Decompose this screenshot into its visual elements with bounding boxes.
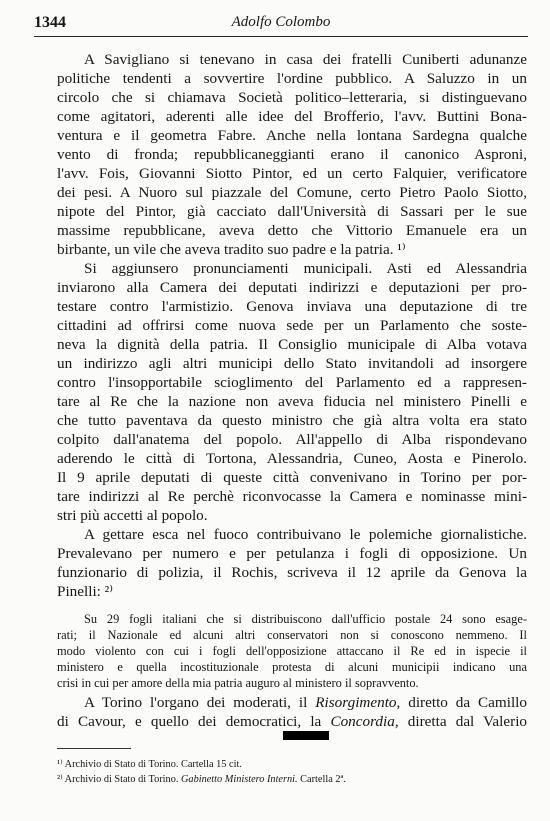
footnote-text: Archivio di Stato di Torino. Cartella 15 cit. (64, 759, 242, 770)
closing-text: , diretta dal Valerio (394, 713, 528, 730)
text-line: Si aggiunsero pronunciamenti municipali. Asti ed Alessandria (84, 260, 527, 277)
footnote-1 (57, 758, 242, 771)
quote-line: rati; il Nazionale ed alcuni altri conservatori non si conoscono nemmeno. Il (57, 628, 527, 642)
footnote-text: Cartella 2ª. (297, 774, 346, 785)
text-line: A gettare esca nel fuoco contribuivano le polemiche giornalistiche. (84, 526, 527, 543)
footnote-marker: ¹⁾ (57, 759, 63, 770)
text-line: come agitatori, aderenti alle idee del Brofferio, l'avv. Buttini Bona- (57, 108, 527, 125)
text-line: Pinelli: ²⁾ (57, 583, 113, 600)
text-line: dei pesi. A Nuoro sul piazzale del Comune, certo Pietro Paolo Siotto, (57, 184, 527, 201)
text-line: neva la dignità della patria. Il Consiglio municipale di Alba votava (57, 336, 527, 353)
running-head: Adolfo Colombo (231, 14, 331, 30)
text-line: politiche tendenti a sovvertire l'ordine pubblico. A Saluzzo in un (57, 70, 527, 87)
footnote-2 (57, 773, 346, 786)
text-line: testare contro l'armistizio. Genova inviava una deputazione di tre (57, 298, 527, 315)
text-line: che tutto paventava da questo ministro che già altra volta era stato (57, 412, 527, 429)
text-line: A Savigliano si tenevano in casa dei fratelli Cuniberti adunanze (84, 51, 527, 68)
text-line: stri più accetti al popolo. (57, 507, 208, 524)
footnote-text: Archivio di Stato di Torino. (64, 774, 181, 785)
text-line: ventura e il geometra Fabre. Anche nella lontana Sardegna qualche (57, 127, 527, 144)
text-line: Prevalevano per numero e per petulanza i fogli di opposizione. Un (57, 545, 527, 562)
footnote-marker: ²⁾ (57, 774, 63, 785)
quote-line: modo violento con cui i fogli dell'opposizione attaccano il Re ed in ispecie il (57, 644, 527, 658)
redaction-bar (283, 731, 329, 740)
text-line: tare indirizzi al Re perchè riconvocasse la Camera e nominasse mini- (57, 488, 527, 505)
text-line: inviarono alla Camera dei deputati indirizzi e deputazioni per pro- (57, 279, 527, 296)
footnote-italic: Gabinetto Ministero Interni. (181, 774, 298, 785)
text-line: funzionario di polizia, il Rochis, scriveva il 12 aprile da Genova la (57, 564, 527, 581)
text-line: cittadini ad offrirsi come nuova sede per un Parlamento che soste- (57, 317, 527, 334)
quote-line: ministero e quella incostituzionale protesta di alcuni municipii indicano una (57, 660, 527, 674)
closing-line-1 (84, 694, 527, 712)
header-rule (34, 36, 528, 37)
page-number: 1344 (34, 14, 66, 31)
text-line: nipote del Pintor, già cacciato dall'Università di Sassari per le sue (57, 203, 527, 220)
closing-text: A Torino l'organo dei moderati, il (84, 694, 316, 711)
closing-text: di Cavour, e quello dei democratici, la (57, 713, 331, 730)
newspaper-title: Risorgimento (315, 694, 397, 711)
text-line: birbante, un vile che aveva tradito suo padre e la patria. ¹⁾ (57, 241, 406, 258)
closing-text: , diretto da Camillo (396, 694, 527, 711)
text-line: Il 9 aprile deputati di queste città convenivano in Torino per por- (57, 469, 527, 486)
text-line: un indirizzo agli altri municipi dello Stato invitandoli ad insorgere (57, 355, 527, 372)
text-line: aderendo le città di Tortona, Alessandria, Cuneo, Aosta e Pinerolo. (57, 450, 527, 467)
footnote-rule (57, 748, 131, 749)
quote-line: Su 29 fogli italiani che si distribuiscono dall'ufficio postale 24 sono esage- (84, 612, 527, 626)
closing-line-2 (57, 713, 527, 731)
text-line: l'avv. Fois, Giovanni Siotto Pintor, ed un certo Falquier, verificatore (57, 165, 527, 182)
text-line: contro l'insopportabile scioglimento del Parlamento ed a rappresen- (57, 374, 527, 391)
text-line: colpito dall'anatema del popolo. All'appello di Alba rispondevano (57, 431, 527, 448)
text-line: circolo che si chiamava Società politico–letteraria, si distinguevano (57, 89, 527, 106)
text-line: vento di fronda; repubblicaneggianti erano il canonico Asproni, (57, 146, 527, 163)
page-header (34, 14, 528, 34)
text-line: tare al Re che la nazione non aveva fiducia nel ministero Pinelli e (57, 393, 527, 410)
text-line: massime repubblicane, aveva detto che Vittorio Emanuele era un (57, 222, 527, 239)
quote-line: crisi in cui per amore della mia patria auguro al ministero il sopravvento. (57, 676, 419, 690)
newspaper-title: Concordia (330, 713, 395, 730)
